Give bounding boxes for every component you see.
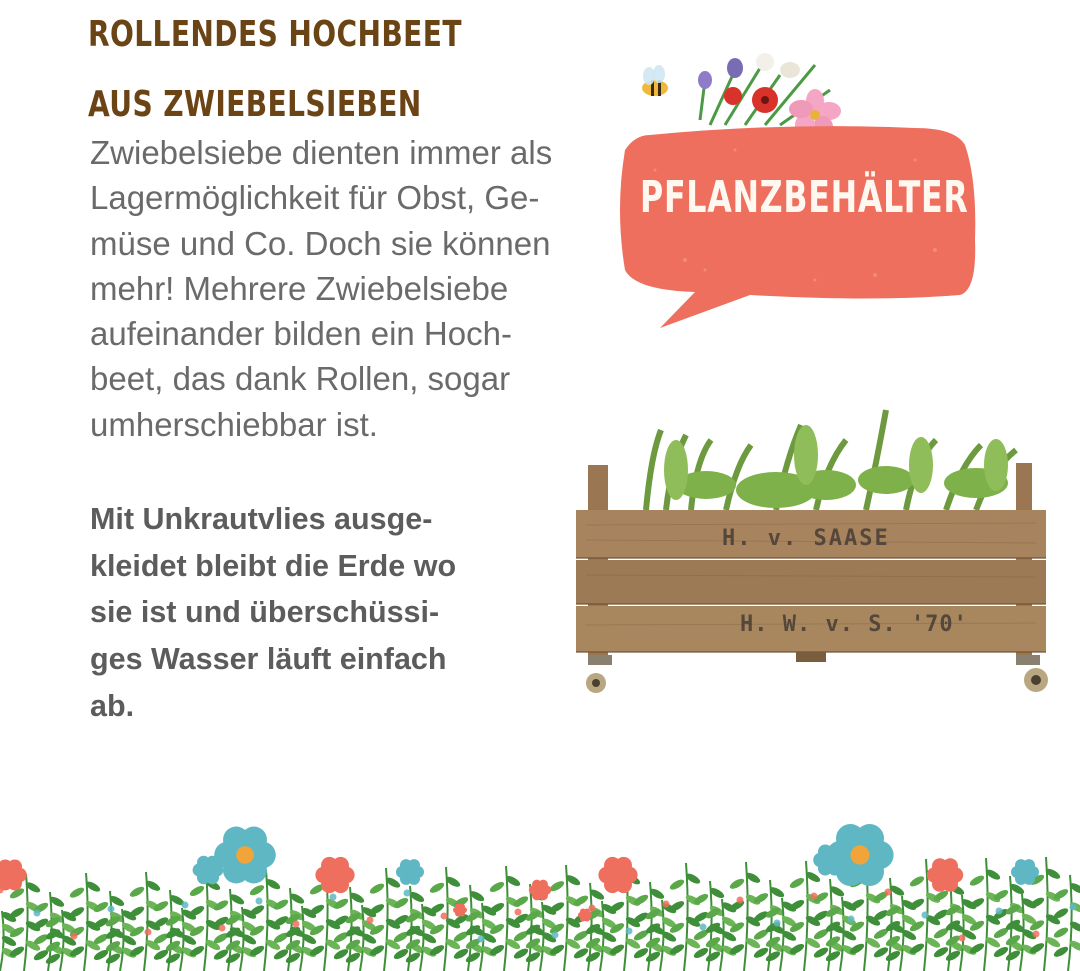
intro-line-6: beet, das dank Rollen, sogar <box>90 360 511 398</box>
intro-line-4: mehr! Mehrere Zwiebelsiebe <box>90 269 509 307</box>
tip-line-4: ges Wasser läuft einfach <box>90 642 447 677</box>
bee-icon <box>642 65 668 96</box>
tip-line-1: Mit Unkrautvlies ausge- <box>90 502 433 536</box>
intro-paragraph <box>90 130 590 447</box>
badge-label-text: PFLANZBEHÄLTER <box>640 172 969 223</box>
page-title-text: ROLLENDES HOCHBEET AUS ZWIEBELSIEBEN <box>88 14 462 125</box>
tip-line-3: sie ist und überschüssi- <box>90 595 440 630</box>
intro-line-2: Lagermöglichkeit für Obst, Ge- <box>90 179 540 217</box>
intro-line-1: Zwiebelsiebe dienten immer als <box>90 134 553 171</box>
intro-line-3: müse und Co. Doch sie können <box>90 224 551 262</box>
tip-paragraph <box>90 496 590 730</box>
bouquet-icon <box>698 53 841 138</box>
wooden-planter-image <box>576 405 1066 705</box>
crate-stamp-bottom: H. W. v. S. '70' <box>740 612 968 637</box>
herbs-icon <box>646 410 1016 510</box>
tip-line-5: ab. <box>90 688 135 723</box>
intro-line-7: umherschiebbar ist. <box>90 405 378 443</box>
badge-label <box>640 168 969 228</box>
tip-line-2: kleidet bleibt die Erde wo <box>90 548 457 583</box>
flower-meadow-border <box>0 820 1080 971</box>
crate-stamp-top: H. v. SAASE <box>722 526 890 551</box>
intro-line-5: aufeinander bilden ein Hoch- <box>90 315 512 353</box>
page-title <box>88 0 494 140</box>
